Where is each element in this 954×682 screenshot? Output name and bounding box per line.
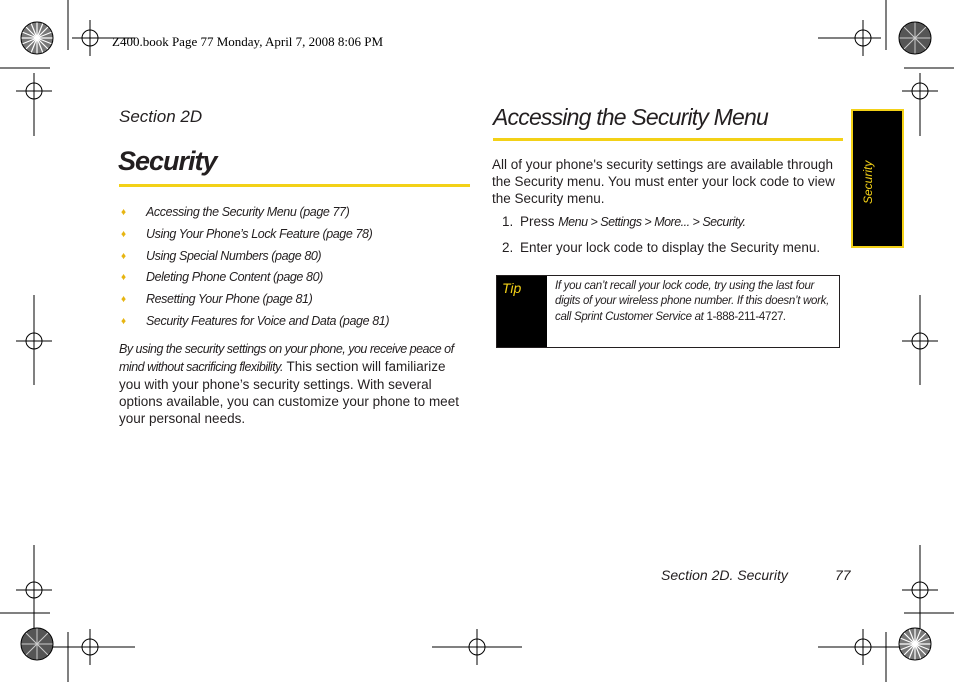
section-label: Section 2D bbox=[119, 107, 203, 126]
title-underline bbox=[119, 184, 470, 187]
tip-text: If you can’t recall your lock code, try using the last four digits of your wireless phone number. If this doesn’t work, call Sprint Customer Service at 1-888-211-4727. bbox=[555, 280, 829, 323]
toc-item[interactable]: ♦ Security Features for Voice and Data (page 81) bbox=[121, 313, 390, 328]
toc-item[interactable]: ♦ Using Your Phone’s Lock Feature (page 78) bbox=[121, 226, 373, 241]
step-text: Enter your lock code to display the Security menu. bbox=[520, 240, 821, 255]
diamond-bullet-icon: ♦ bbox=[121, 315, 126, 327]
tip-tab bbox=[497, 276, 547, 347]
tip-box bbox=[496, 275, 840, 348]
toc-item[interactable]: ♦ Deleting Phone Content (page 80) bbox=[121, 270, 323, 285]
toc-item[interactable]: ♦ Accessing the Security Menu (page 77) bbox=[121, 205, 350, 219]
print-header: Z400.book Page 77 Monday, April 7, 2008 8:06 PM bbox=[112, 34, 384, 49]
page-title: Security bbox=[118, 146, 217, 176]
diamond-bullet-icon: ♦ bbox=[121, 207, 126, 218]
toc-item[interactable]: ♦ Resetting Your Phone (page 81) bbox=[121, 292, 313, 307]
step-item bbox=[502, 240, 820, 255]
step-number: 2. bbox=[502, 240, 514, 255]
side-tab-label: Security bbox=[861, 160, 875, 204]
menu-path: Menu > Settings > More... > Security. bbox=[558, 215, 746, 229]
tip-label: Tip bbox=[502, 280, 522, 296]
intro-lead: By using the security settings on your phone, you receive peace of mind without sacrificing flexibility. bbox=[119, 342, 454, 374]
subsection-heading: Accessing the Security Menu bbox=[493, 104, 768, 130]
toc-item[interactable]: ♦ Using Special Numbers (page 80) bbox=[121, 248, 322, 263]
step-item bbox=[502, 214, 746, 229]
page-number: 77 bbox=[835, 567, 851, 583]
diamond-bullet-icon: ♦ bbox=[121, 250, 126, 262]
intro-body: This section will familiarize you with your phone’s security settings. With several options available, you can customize your phone to meet your personal needs. bbox=[119, 359, 459, 426]
phone-number: 1-888-211-4727 bbox=[706, 310, 784, 323]
diamond-bullet-icon: ♦ bbox=[121, 228, 126, 240]
diamond-bullet-icon: ♦ bbox=[121, 272, 126, 284]
section-side-tab bbox=[851, 109, 904, 248]
step-text: Press bbox=[520, 214, 559, 229]
diamond-bullet-icon: ♦ bbox=[121, 294, 126, 306]
section-toc bbox=[119, 204, 469, 335]
intro-paragraph bbox=[119, 340, 471, 427]
step-number: 1. bbox=[502, 214, 514, 229]
footer-section: Section 2D. Security bbox=[661, 567, 788, 583]
body-paragraph: All of your phone's security settings are available through the Security menu. You must enter your lock code to view the Security menu. bbox=[492, 157, 835, 206]
heading-underline bbox=[493, 138, 843, 141]
